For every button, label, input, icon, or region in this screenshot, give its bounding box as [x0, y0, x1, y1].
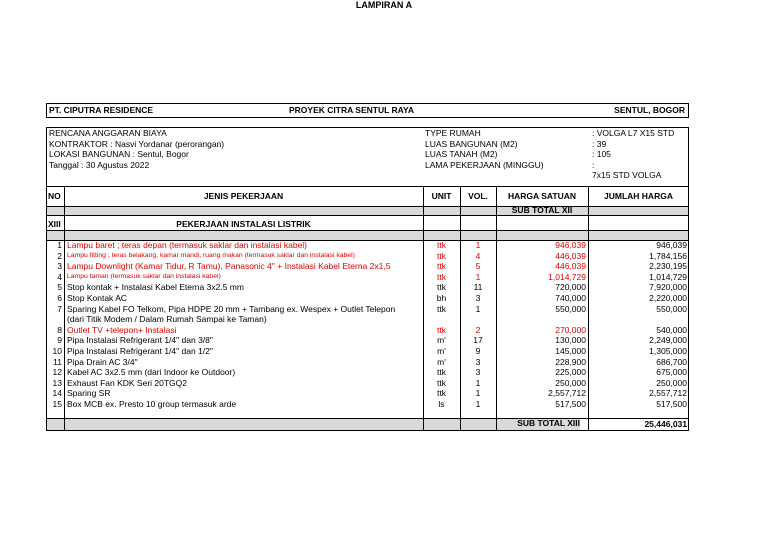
row-total: 550,000	[656, 303, 687, 314]
row-unit-price: 225,000	[555, 367, 586, 378]
info-left	[49, 128, 224, 170]
company-name: PT. CIPUTRA RESIDENCE	[49, 105, 154, 115]
row-volume: 3	[475, 367, 481, 378]
project-location: SENTUL, BOGOR	[614, 105, 685, 115]
row-total: 1,014,729	[649, 271, 687, 282]
row-total: 1,784,156	[649, 250, 687, 261]
row-number: 1	[57, 240, 62, 250]
row-unit: m'	[437, 346, 446, 356]
row-unit: ttk	[437, 303, 446, 314]
row-number: 13	[52, 377, 62, 388]
row-unit: ttk	[437, 250, 446, 261]
col-header-no: NO	[48, 191, 61, 201]
row-description: Kabel AC 3x2.5 mm (dari Indoor ke Outdoor)	[67, 367, 236, 378]
row-volume: 11	[473, 282, 483, 293]
row-unit-price: 2,557,712	[548, 388, 586, 399]
header-bottom-line	[46, 206, 689, 207]
row-description: Outlet TV +telepon+ Instalasi	[67, 324, 177, 335]
row-unit-price: 946,039	[555, 240, 586, 250]
row-unit-price: 270,000	[555, 324, 586, 335]
row-total: 2,557,712	[649, 388, 687, 399]
row-unit: ttk	[437, 324, 446, 335]
company-header	[46, 103, 689, 118]
row-unit: ttk	[437, 240, 446, 250]
row-volume: 1	[475, 377, 481, 388]
row-number: 9	[57, 335, 62, 346]
col-header-unit: UNIT	[431, 191, 452, 201]
row-total: 2,230,195	[649, 261, 687, 272]
row-total: 517,500	[656, 399, 687, 409]
row-unit-price: 446,039	[555, 261, 586, 272]
document-title: LAMPIRAN A	[355, 0, 413, 10]
row-volume: 1	[475, 271, 481, 282]
row-number: 3	[57, 261, 62, 272]
row-description-continued: (dari Titik Modem / Dalam Rumah Sampai ke Taman)	[67, 314, 267, 325]
row-number: 11	[53, 356, 62, 367]
row-unit: m'	[437, 356, 446, 367]
row-unit: ttk	[437, 282, 446, 293]
prev-subtotal-label: SUB TOTAL XII	[511, 205, 573, 215]
row-number: 2	[57, 250, 62, 261]
section-number: XIII	[48, 219, 61, 229]
row-unit: ttk	[437, 261, 446, 272]
info-house-type-value: : VOLGA L7 X15 STD	[592, 128, 675, 138]
row-volume: 3	[475, 356, 481, 367]
row-unit: ttk	[437, 388, 446, 399]
row-number: 5	[57, 282, 62, 293]
row-volume: 2	[475, 324, 481, 335]
row-number: 10	[52, 346, 62, 356]
row-volume: 3	[475, 293, 481, 303]
info-date: Tanggal : 30 Agustus 2022	[49, 159, 150, 170]
row-number: 8	[57, 324, 62, 335]
info-block	[46, 127, 689, 187]
info-land-area-label: LUAS TANAH (M2)	[425, 149, 498, 160]
info-building-area-value: : 39	[592, 138, 607, 149]
row-total: 686,700	[656, 356, 687, 367]
info-location: LOKASI BANGUNAN : Sentul, Bogor	[49, 149, 189, 160]
row-unit-price: 228,900	[555, 356, 586, 367]
row-unit-price: 130,000	[555, 335, 586, 346]
info-building-area-label: LUAS BANGUNAN (M2)	[425, 138, 518, 149]
info-budget-title: RENCANA ANGGARAN BIAYA	[49, 128, 167, 138]
row-unit: m'	[437, 335, 446, 346]
row-volume: 17	[473, 335, 483, 346]
budget-table	[46, 186, 689, 431]
row-description: Pipa Drain AC 3/4"	[67, 356, 138, 367]
row-volume: 1	[475, 240, 481, 250]
row-volume: 1	[475, 388, 481, 399]
row-number: 15	[52, 399, 62, 409]
row-unit-price: 1,014,729	[548, 271, 586, 282]
row-volume: 4	[475, 250, 481, 261]
row-description: Stop kontak + Instalasi Kabel Eterna 3x2.5 mm	[67, 282, 244, 293]
row-description: Lampu fitting ; teras belakang, kamar mandi, ruang makan (termasuk saklar dan instalasi kabel)	[67, 251, 355, 259]
row-total: 540,000	[656, 324, 687, 335]
row-unit-price: 740,000	[555, 293, 586, 303]
row-description: Exhaust Fan KDK Seri 20TGQ2	[67, 377, 187, 388]
info-type-note: 7x15 STD VOLGA	[592, 170, 662, 181]
row-volume: 1	[475, 399, 481, 409]
row-unit-price: 145,000	[555, 346, 586, 356]
col-header-vol: VOL.	[468, 191, 488, 201]
row-description: Lampu Downlight (Kamar Tidur, R Tamu), Panasonic 4" + Instalasi Kabel Eterna 2x1,5	[67, 261, 391, 272]
section-title: PEKERJAAN INSTALASI LISTRIK	[176, 219, 311, 229]
info-duration-value: :	[592, 159, 595, 170]
prev-subtotal-shade	[47, 206, 688, 215]
row-unit: bh	[436, 293, 447, 303]
col-header-job: JENIS PEKERJAAN	[203, 191, 284, 201]
row-total: 675,000	[656, 367, 687, 378]
project-name: PROYEK CITRA SENTUL RAYA	[289, 105, 415, 115]
row-total: 1,305,000	[649, 346, 687, 356]
info-house-type-label: TYPE RUMAH	[425, 128, 481, 138]
row-total: 946,039	[656, 240, 687, 250]
row-unit-price: 250,000	[555, 377, 586, 388]
row-unit: ls	[438, 399, 445, 409]
row-number: 6	[57, 293, 62, 303]
row-volume: 9	[475, 346, 481, 356]
row-total: 250,000	[656, 377, 687, 388]
row-unit: ttk	[437, 367, 446, 378]
row-description: Sparing Kabel FO Telkom, Pipa HDPE 20 mm + Tambang ex. Wespex + Outlet Telepon	[67, 303, 396, 314]
row-total: 7,920,000	[649, 282, 687, 293]
row-unit-price: 446,039	[555, 250, 586, 261]
row-number: 14	[52, 388, 62, 399]
row-description: Pipa Instalasi Refrigerant 1/4" dan 1/2"	[67, 346, 213, 356]
section-bottom-line	[46, 230, 689, 231]
prev-subtotal-bottom-line	[46, 215, 689, 216]
row-unit: ttk	[437, 377, 446, 388]
row-description: Lampu baret ; teras depan (termasuk saklar dan instalasi kabel)	[67, 240, 308, 250]
info-right	[592, 128, 674, 181]
row-number: 4	[57, 271, 62, 282]
row-volume: 5	[475, 261, 481, 272]
row-total: 2,249,000	[649, 335, 687, 346]
row-unit-price: 517,500	[555, 399, 586, 409]
row-volume: 1	[475, 303, 481, 314]
row-description: Pipa Instalasi Refrigerant 1/4" dan 3/8"	[67, 335, 213, 346]
row-number: 7	[57, 303, 62, 314]
row-total: 2,220,000	[649, 293, 687, 303]
info-duration-label: LAMA PEKERJAAN (MINGGU)	[425, 159, 544, 170]
info-land-area-value: : 105	[592, 149, 611, 160]
subtotal-value: 25,446,031	[644, 419, 687, 429]
row-description: Lampu taman (termasuk saklar dan instalasi kabel)	[67, 272, 221, 280]
row-description: Stop Kontak AC	[67, 293, 128, 303]
row-unit-price: 720,000	[555, 282, 586, 293]
subtotal-label: SUB TOTAL XIII	[517, 418, 580, 428]
row-description: Sparing SR	[67, 388, 111, 399]
row-number: 12	[52, 367, 62, 378]
info-mid	[425, 128, 544, 170]
row-unit: ttk	[437, 271, 446, 282]
col-header-price: HARGA SATUAN	[508, 191, 576, 201]
row-description: Box MCB ex. Presto 10 group termasuk arde	[67, 399, 237, 409]
col-header-total: JUMLAH HARGA	[604, 191, 673, 201]
row-unit-price: 550,000	[555, 303, 586, 314]
info-contractor: KONTRAKTOR : Nasvi Yordanar (perorangan)	[49, 138, 225, 149]
